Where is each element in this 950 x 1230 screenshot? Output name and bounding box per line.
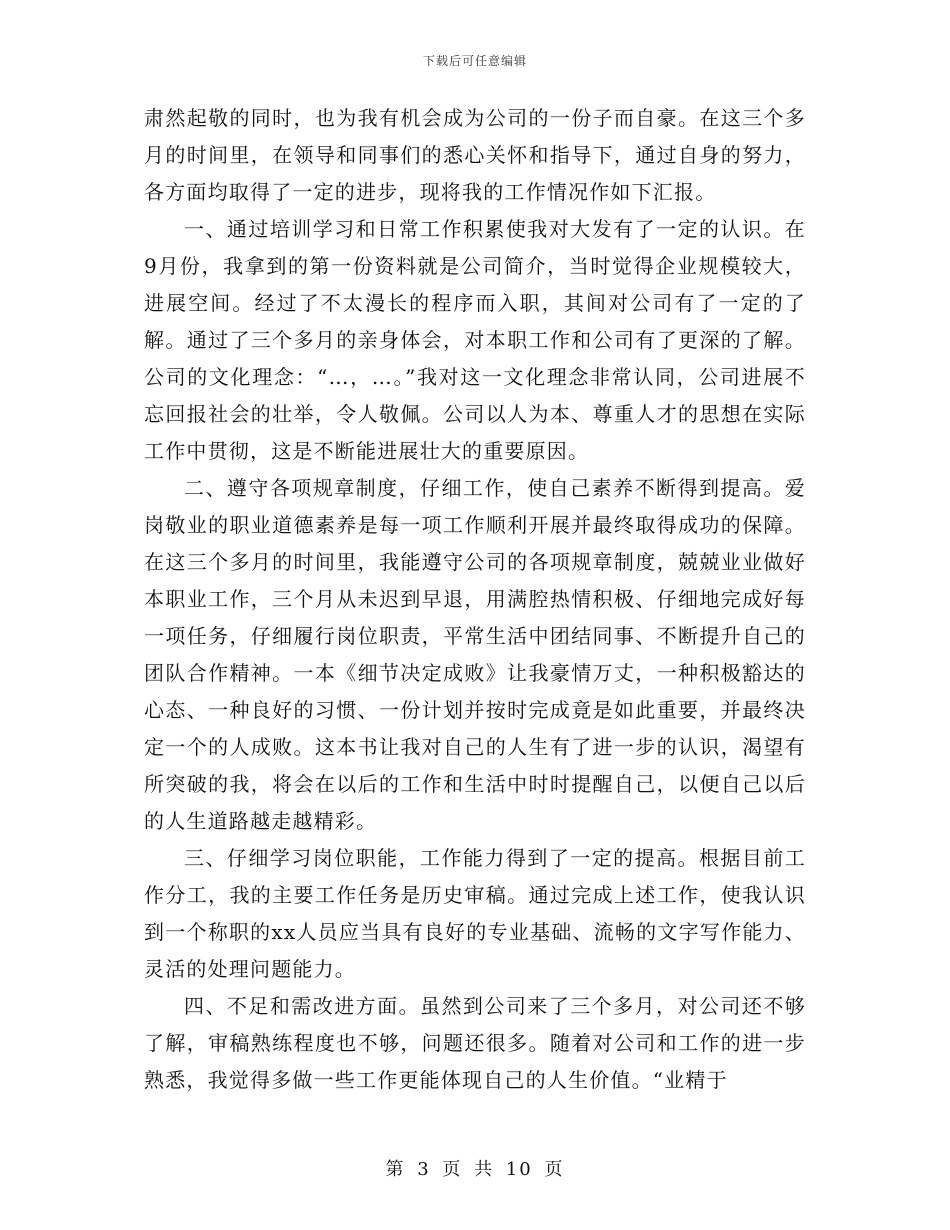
page-header: 下载后可任意编辑 bbox=[422, 54, 527, 68]
paragraph-section-4: 四、不足和需改进方面。虽然到公司来了三个多月，对公司还不够了解，审稿熟练程度也不够，问题还很多。随着对公司和工作的进一步熟悉，我觉得多做一些工作更能体现自己的人生价值。“业精于 bbox=[144, 994, 806, 1092]
paragraph-section-3: 三、仔细学习岗位职能，工作能力得到了一定的提高。根据目前工作分工，我的主要工作任务是历史审稿。通过完成上述工作，使我认识到一个称职的xx人员应当具有良好的专业基础、流畅的文字写作能力、灵活的处理问题能力。 bbox=[144, 846, 806, 981]
paragraph-section-2: 二、遵守各项规章制度，仔细工作，使自己素养不断得到提高。爱岗敬业的职业道德素养是每一项工作顺利开展并最终取得成功的保障。在这三个多月的时间里，我能遵守公司的各项规章制度，兢兢业业做好本职业工作，三个月从未迟到早退，用满腔热情积极、仔细地完成好每一项任务，仔细履行岗位职责，平常生活中团结同事、不断提升自己的团队合作精神。一本《细节决定成败》让我豪情万丈，一种积极豁达的心态、一种良好的习惯、一份计划并按时完成竟是如此重要，并最终决定一个的人成败。这本书让我对自己的人生有了进一步的认识，渴望有所突破的我，将会在以后的工作和生活中时时提醒自己，以便自己以后的人生道路越走越精彩。 bbox=[144, 476, 806, 833]
page-number-footer: 第 3 页 共 10 页 bbox=[385, 1159, 565, 1180]
document-body bbox=[144, 100, 806, 1099]
paragraph-intro: 肃然起敬的同时，也为我有机会成为公司的一份子而自豪。在这三个多月的时间里，在领导和同事们的悉心关怀和指导下，通过自身的努力，各方面均取得了一定的进步，现将我的工作情况作如下汇报。 bbox=[144, 106, 806, 204]
paragraph-section-1: 一、通过培训学习和日常工作积累使我对大发有了一定的认识。在9月份，我拿到的第一份资料就是公司简介，当时觉得企业规模较大，进展空间。经过了不太漫长的程序而入职，其间对公司有了一定的了解。通过了三个多月的亲身体会，对本职工作和公司有了更深的了解。公司的文化理念：“…，…。”我对这一文化理念非常认同，公司进展不忘回报社会的壮举，令人敬佩。公司以人为本、尊重人才的思想在实际工作中贯彻，这是不断能进展壮大的重要原因。 bbox=[144, 217, 806, 463]
